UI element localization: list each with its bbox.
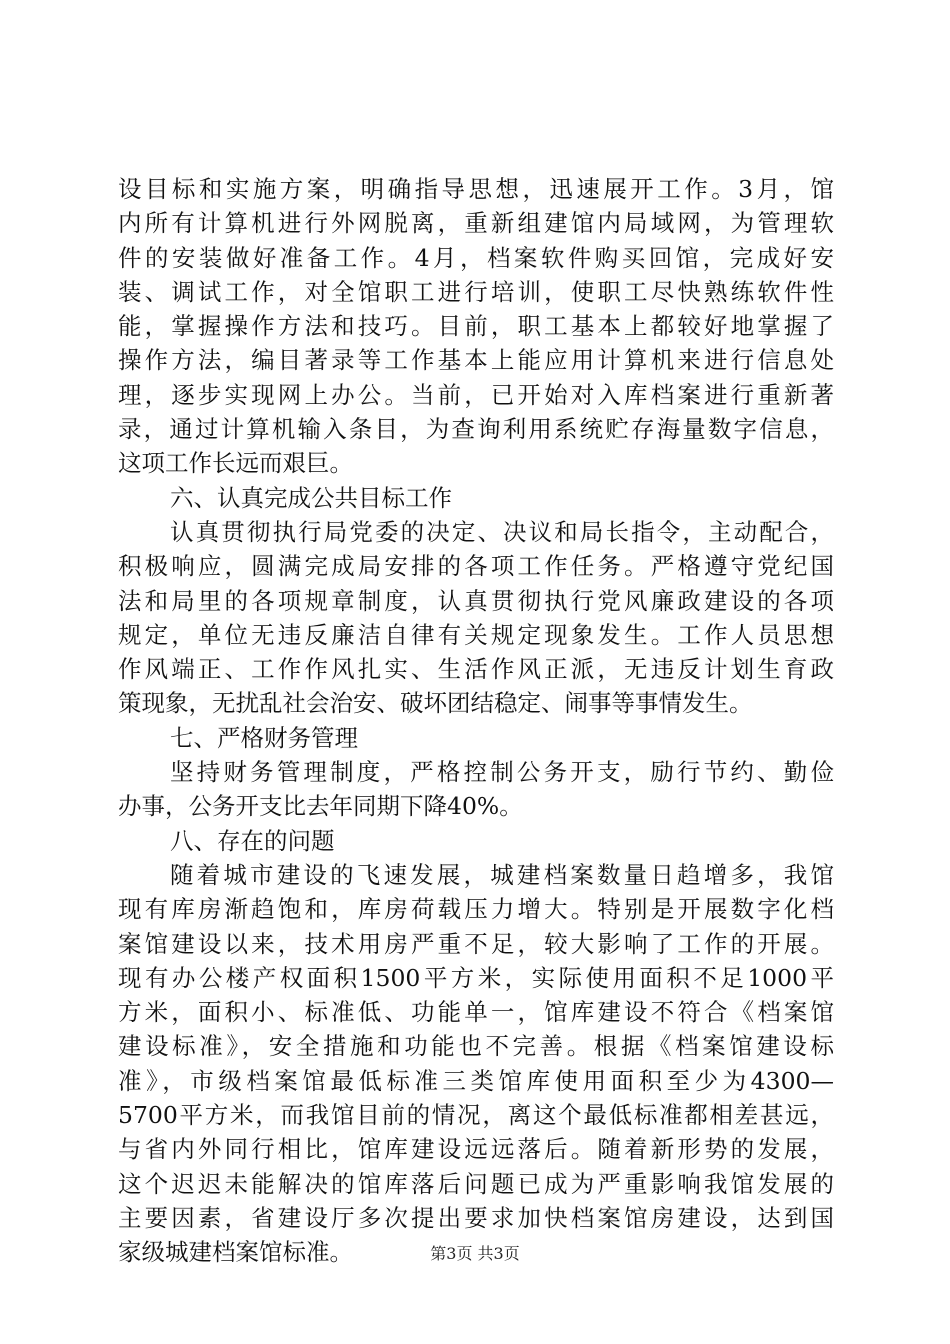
body-line: 录，通过计算机输入条目，为查询利用系统贮存海量数字信息， [118, 415, 834, 444]
section-heading: 六、认真完成公共目标工作 [170, 483, 452, 512]
body-line: 主要因素，省建设厅多次提出要求加快档案馆房建设，达到国 [118, 1203, 834, 1232]
body-line: 准》，市级档案馆最低标准三类馆库使用面积至少为4300— [118, 1066, 834, 1095]
body-line: 积极响应，圆满完成局安排的各项工作任务。严格遵守党纪国 [118, 552, 834, 581]
body-line: 方米，面积小、标准低、功能单一，馆库建设不符合《档案馆 [118, 998, 834, 1027]
body-line: 认真贯彻执行局党委的决定、决议和局长指令，主动配合， [170, 517, 834, 546]
body-line: 规定，单位无违反廉洁自律有关规定现象发生。工作人员思想 [118, 620, 834, 649]
page-footer: 第3页 共3页 [430, 1244, 520, 1263]
body-line: 这个迟迟未能解决的馆库落后问题已成为严重影响我馆发展的 [118, 1169, 834, 1198]
body-line: 法和局里的各项规章制度，认真贯彻执行党风廉政建设的各项 [118, 586, 834, 615]
document-body [118, 172, 834, 1270]
body-line: 作风端正、工作作风扎实、生活作风正派，无违反计划生育政 [118, 655, 834, 684]
body-line: 件的安装做好准备工作。4月，档案软件购买回馆，完成好安 [118, 243, 834, 272]
body-line: 现有办公楼产权面积1500平方米，实际使用面积不足1000平 [118, 963, 834, 992]
body-line: 装、调试工作，对全馆职工进行培训，使职工尽快熟练软件性 [118, 277, 834, 306]
body-line: 5700平方米，而我馆目前的情况，离这个最低标准都相差甚远， [118, 1101, 834, 1130]
body-line: 操作方法，编目著录等工作基本上能应用计算机来进行信息处 [118, 346, 834, 375]
body-line: 现有库房渐趋饱和，库房荷载压力增大。特别是开展数字化档 [118, 895, 834, 924]
body-line: 案馆建设以来，技术用房严重不足，较大影响了工作的开展。 [118, 929, 834, 958]
body-line: 家级城建档案馆标准。 [118, 1238, 353, 1267]
body-line: 办事，公务开支比去年同期下降40%。 [118, 792, 523, 821]
body-line: 与省内外同行相比，馆库建设远远落后。随着新形势的发展， [118, 1135, 834, 1164]
section-heading: 七、严格财务管理 [170, 723, 358, 752]
body-line: 策现象，无扰乱社会治安、破坏团结稳定、闹事等事情发生。 [118, 689, 753, 718]
body-line: 这项工作长远而艰巨。 [118, 449, 353, 478]
body-line: 设目标和实施方案，明确指导思想，迅速展开工作。3月，馆 [118, 175, 834, 203]
section-heading: 八、存在的问题 [170, 826, 335, 855]
body-line: 能，掌握操作方法和技巧。目前，职工基本上都较好地掌握了 [118, 312, 834, 341]
body-line: 内所有计算机进行外网脱离，重新组建馆内局域网，为管理软 [118, 209, 834, 238]
body-line: 理，逐步实现网上办公。当前，已开始对入库档案进行重新著 [118, 380, 834, 409]
body-line: 建设标准》，安全措施和功能也不完善。根据《档案馆建设标 [118, 1032, 834, 1061]
body-line: 随着城市建设的飞速发展，城建档案数量日趋增多，我馆 [170, 860, 834, 889]
body-line: 坚持财务管理制度，严格控制公务开支，励行节约、勤俭 [170, 758, 834, 787]
